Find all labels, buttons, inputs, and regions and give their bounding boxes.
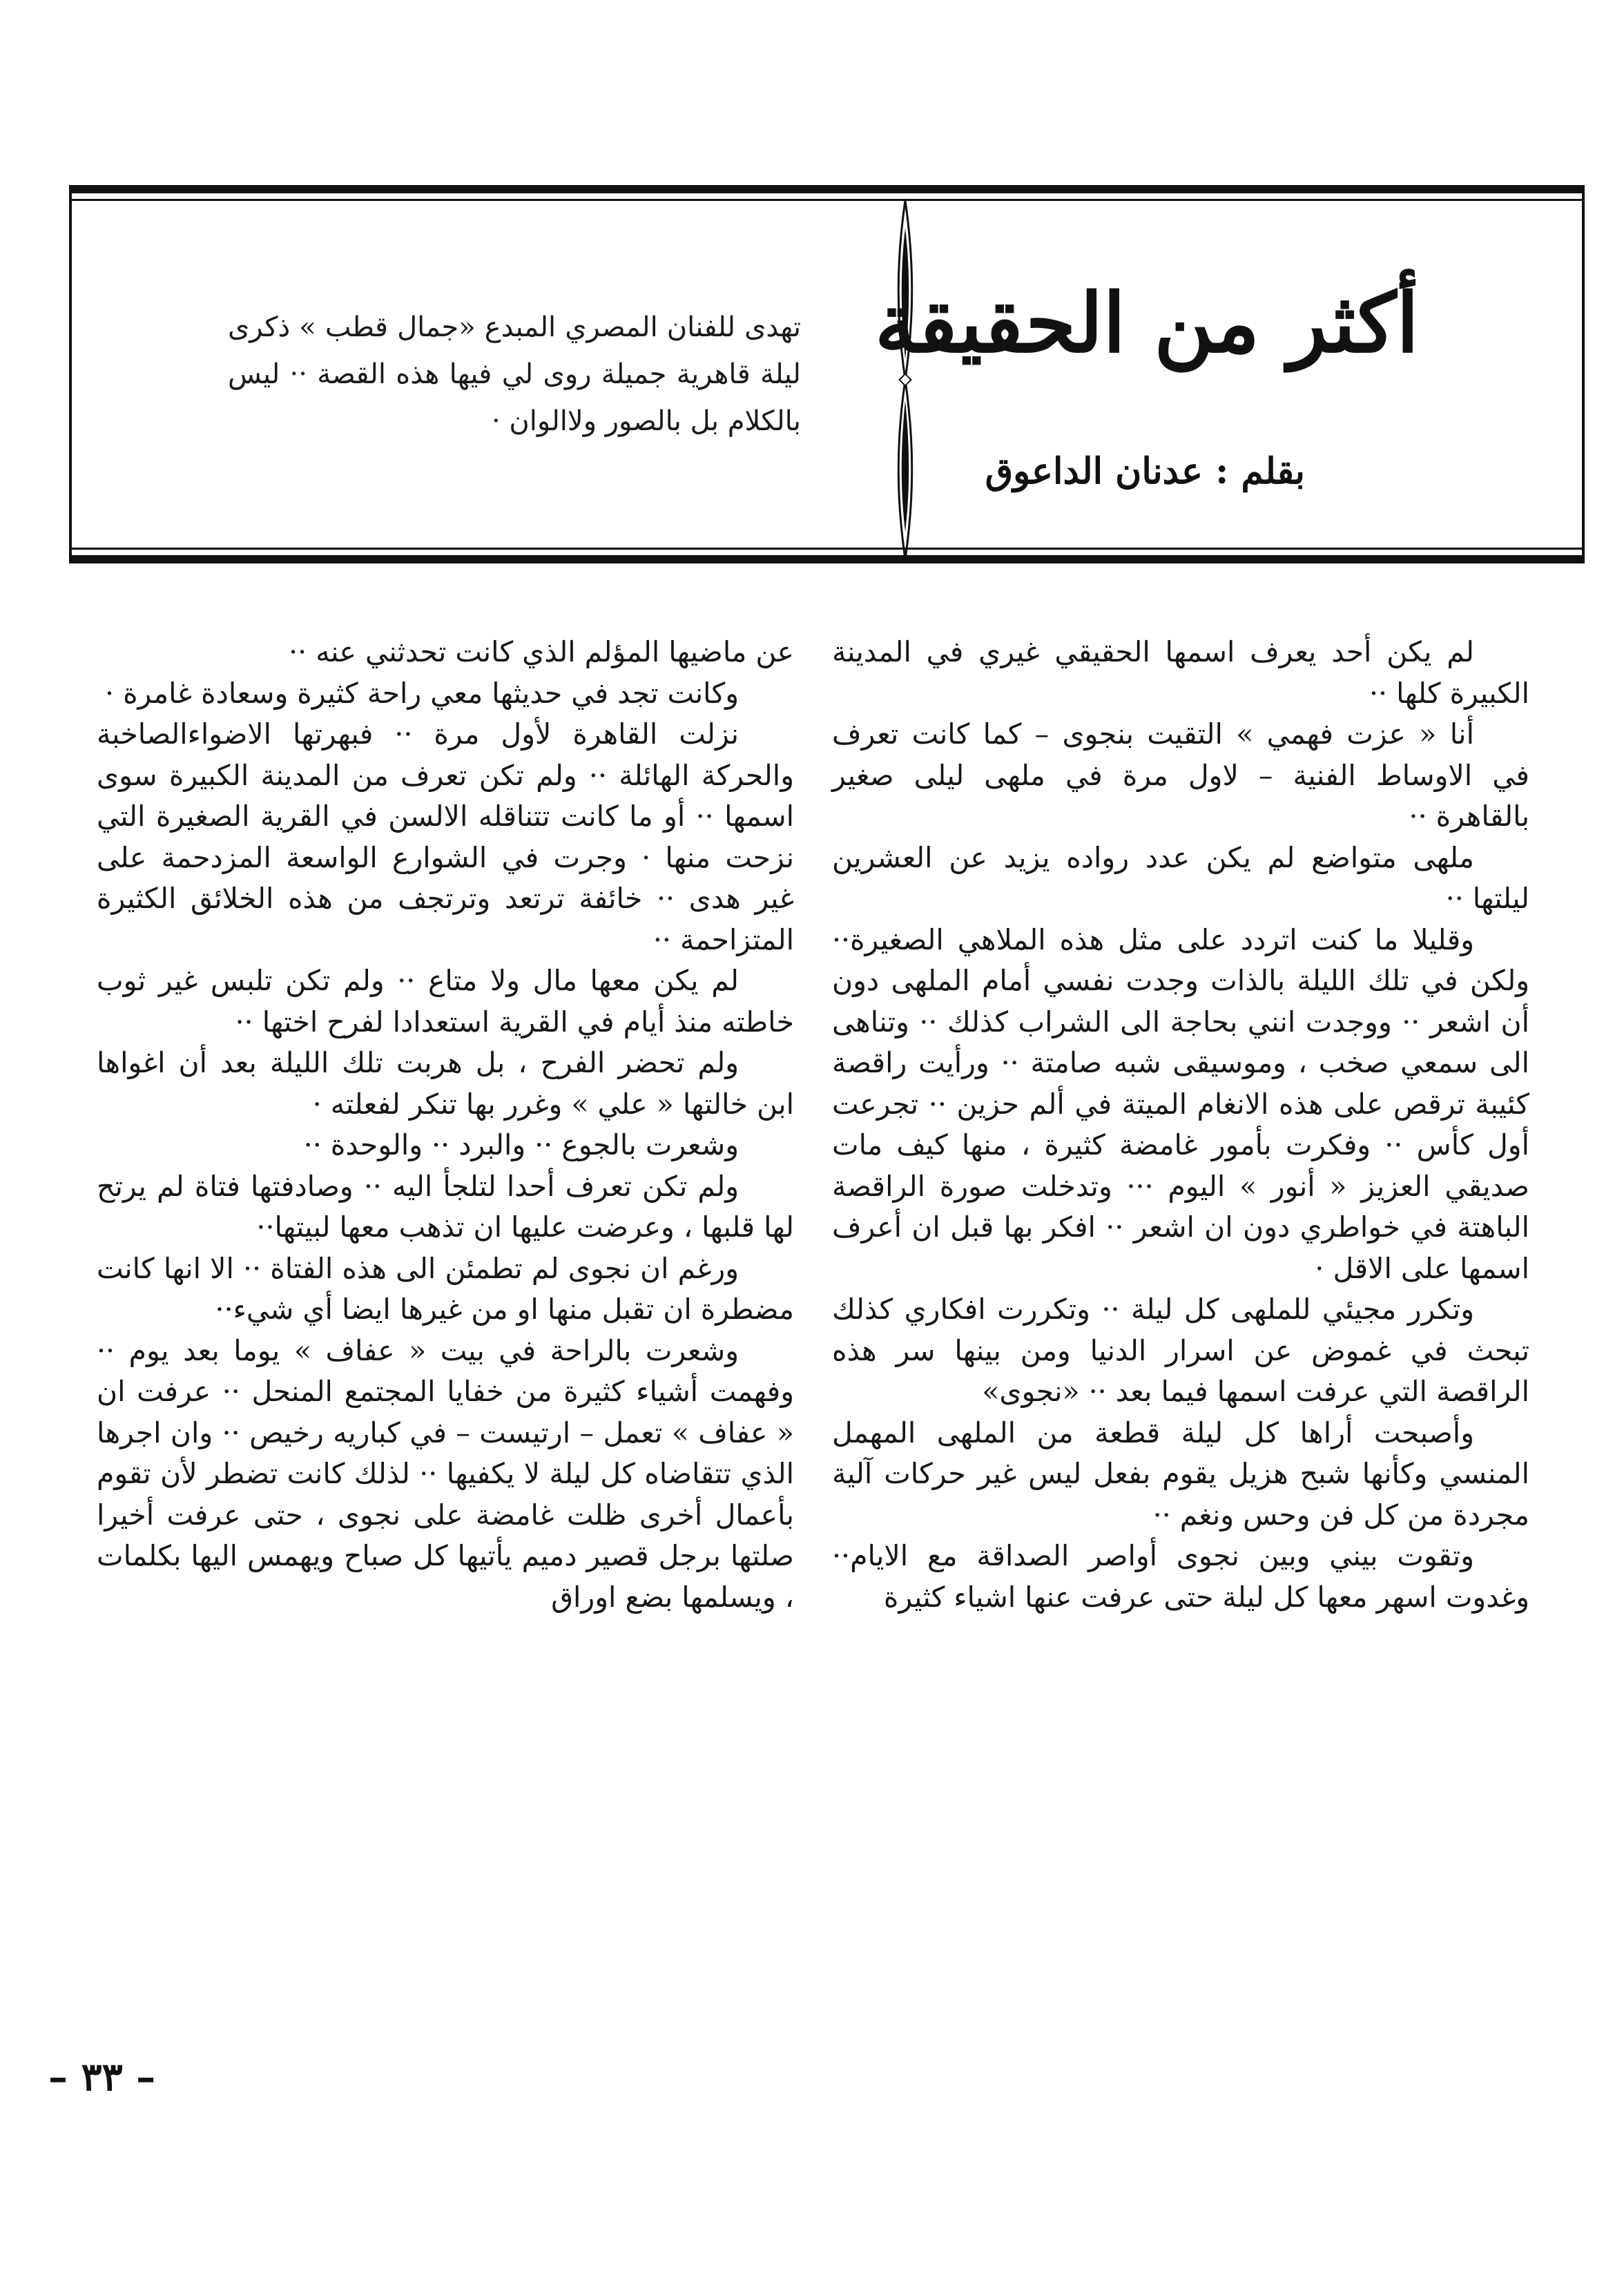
- header-border-left: [69, 193, 72, 555]
- page-number: – ٣٣ –: [48, 2054, 156, 2100]
- author-byline: بقلم : عدنان الداعوق: [985, 450, 1305, 492]
- paragraph: وتكرر مجيئي للملهى كل ليلة ·· وتكررت افكاري كذلك تبحث في غموض عن اسرار الدنيا ومن بينها سر هذه الراقصة التي عرفت اسمها فيما بعد ·· «نجوى»: [832, 1293, 1529, 1408]
- paragraph: لم يكن أحد يعرف اسمها الحقيقي غيري في المدينة الكبيرة كلها ··: [832, 635, 1529, 710]
- paragraph: وأصبحت أراها كل ليلة قطعة من الملهى المهمل المنسي وكأنها شبح هزيل يقوم بفعل ليس غير حركات آلية مجردة من كل فن وحس ونغم ··: [832, 1416, 1529, 1532]
- paragraph: وقليلا ما كنت اتردد على مثل هذه الملاهي الصغيرة·· ولكن في تلك الليلة بالذات وجدت نفسي أمام الملهى دون أن اشعر ·· ووجدت انني بحاجة الى الشراب كذلك ·· وتناهى الى سمعي صخب ، وموسيقى شبه صامتة ·· ورأيت راقصة كئيبة ترقص على هذه الانغام الميتة في ألم حزين ·· تجرعت أول كأس ·· وفكرت بأمور غامضة كثيرة ، منها كيف مات صديقي العزيز « أنور » اليوم ··· وتدخلت صورة الراقصة الباهتة في خواطري دون ان اشعر ·· افكر بها قبل ان أعرف اسمها على الاقل ·: [832, 923, 1530, 1285]
- article-header: [69, 185, 1585, 563]
- ornamental-divider: [895, 200, 916, 559]
- paragraph: ملهى متواضع لم يكن عدد رواده يزيد عن العشرين ليلتها ··: [832, 840, 1529, 915]
- header-border-right: [1582, 193, 1585, 555]
- paragraph: وكانت تجد في حديثها معي راحة كثيرة وسعادة غامرة ·: [105, 676, 739, 710]
- paragraph: عن ماضيها المؤلم الذي كانت تحدثني عنه ··: [289, 635, 794, 668]
- paragraph: ورغم ان نجوى لم تطمئن الى هذه الفتاة ·· الا انها كانت مضطرة ان تقبل منها او من غيرها ايضا أي شيء··: [97, 1251, 794, 1326]
- article-title: أكثر من الحقيقة: [874, 275, 1419, 371]
- column-right: [832, 632, 1529, 1618]
- paragraph: وتقوت بيني وبين نجوى أواصر الصداقة مع الايام·· وغدوت اسهر معها كل ليلة حتى عرفت عنها اشياء كثيرة: [832, 1539, 1529, 1614]
- paragraph: لم يكن معها مال ولا متاع ·· ولم تكن تلبس غير ثوب خاطته منذ أيام في القرية استعدادا لفرح اختها ··: [97, 964, 794, 1039]
- paragraph: وشعرت بالجوع ·· والبرد ·· والوحدة ··: [303, 1128, 739, 1161]
- paragraph: ولم تكن تعرف أحدا لتلجأ اليه ·· وصادفتها فتاة لم يرتح لها قلبها ، وعرضت عليها ان تذهب معها لبيتها··: [97, 1169, 794, 1244]
- paragraph: ولم تحضر الفرح ، بل هربت تلك الليلة بعد أن اغواها ابن خالتها « علي » وغرر بها تنكر لفعلته ·: [97, 1046, 794, 1121]
- paragraph: وشعرت بالراحة في بيت « عفاف » يوما بعد يوم ·· وفهمت أشياء كثيرة من خفايا المجتمع المنحل ·· عرفت ان « عفاف » تعمل – ارتيست – في كباريه رخيص ·· وان اجرها الذي تتقاضاه كل ليلة لا يكفيها ·· لذلك كانت تضطر لأن تقوم بأعمال أخرى ظلت غامضة على نجوى ، حتى عرفت أخيرا صلتها برجل قصير دميم يأتيها كل صباح ويهمس اليها بكلمات ، ويسلمها بضع اوراق: [97, 1333, 794, 1614]
- dedication-text: تهدى للفنان المصري المبدع «جمال قطب » ذكرى ليلة قاهرية جميلة روى لي فيها هذه القصة ·· ليس بالكلام بل بالصور ولاالوان ·: [228, 311, 801, 437]
- column-left: [97, 632, 794, 1618]
- paragraph: نزلت القاهرة لأول مرة ·· فبهرتها الاضواءالصاخبة والحركة الهائلة ·· ولم تكن تعرف من المدينة الكبيرة سوى اسمها ·· أو ما كانت تتناقله الالسن في القرية الصغيرة التي نزحت منها · وجرت في الشوارع الواسعة المزدحمة على غير هدى ·· خائفة ترتعد وترتجف من هذه الخلائق الكثيرة المتزاحمة ··: [97, 717, 794, 956]
- paragraph: أنا « عزت فهمي » التقيت بنجوى – كما كانت تعرف في الاوساط الفنية – لاول مرة في ملهى ليلى صغير بالقاهرة ··: [832, 717, 1529, 833]
